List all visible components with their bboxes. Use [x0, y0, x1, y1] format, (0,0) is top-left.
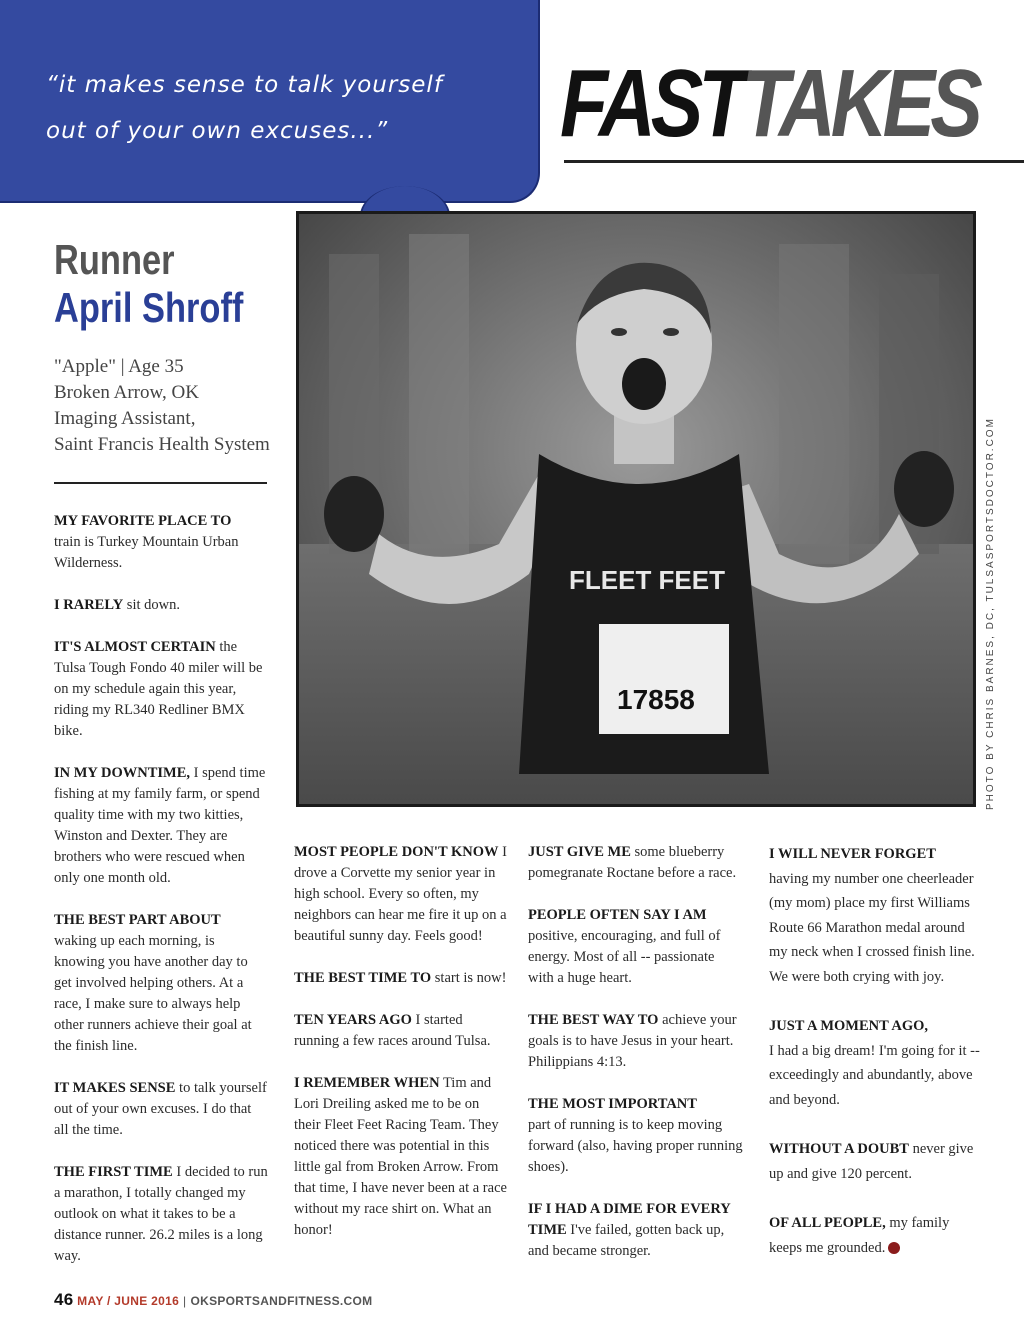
- qa-item: [769, 1014, 984, 1112]
- qa-item: [769, 842, 984, 990]
- pull-quote-line-2: out of your own excuses...”: [46, 118, 389, 144]
- profile-nickname-age: "Apple" | Age 35: [54, 356, 184, 377]
- heart-icon: [888, 1242, 900, 1254]
- runner-photo-illustration: [299, 214, 973, 804]
- qa-item: [54, 637, 269, 742]
- qa-lead: IF I HAD A DIME FOR EVERY TIME: [528, 1201, 731, 1238]
- title-divider: [564, 160, 1024, 163]
- qa-text: I drove a Corvette my senior year in high school. Every so often, my neighbors can hear me fire it up on a beautiful sunny day. Feels good!: [294, 844, 507, 944]
- qa-text: sit down.: [126, 597, 180, 613]
- qa-lead: JUST A MOMENT AGO,: [769, 1018, 928, 1035]
- qa-lead: WITHOUT A DOUBT: [769, 1141, 909, 1158]
- qa-item: [54, 910, 269, 1057]
- qa-text: never give up and give 120 percent.: [769, 1141, 974, 1182]
- qa-item: [528, 1199, 743, 1262]
- qa-item: [769, 1211, 984, 1260]
- qa-item: [528, 905, 743, 989]
- profile-role: Runner: [54, 236, 175, 283]
- qa-lead: THE BEST WAY TO: [528, 1012, 659, 1028]
- qa-lead: THE BEST TIME TO: [294, 970, 432, 986]
- section-title-takes: TAKES: [741, 50, 978, 157]
- qa-lead: IT'S ALMOST CERTAIN: [54, 639, 216, 655]
- profile-details: [54, 354, 294, 458]
- column-4: [769, 842, 984, 1285]
- qa-text: some blueberry pomegranate Roctane before a race.: [528, 844, 737, 881]
- qa-lead: THE MOST IMPORTANT: [528, 1096, 697, 1112]
- runner-photo: [296, 211, 976, 807]
- qa-text: I've failed, gotten back up, and became stronger.: [528, 1222, 725, 1259]
- qa-text: Tim and Lori Dreiling asked me to be on their Fleet Feet Racing Team. They noticed there was potential in this little gal from Broken Arrow. From that time, I have never been at a race without my race shirt on. What an honor!: [294, 1075, 507, 1238]
- column-2: [294, 842, 509, 1262]
- qa-text: waking up each morning, is knowing you have another day to get involved helping others. At a race, I make sure to always help other runners achieve their goal at the finish line.: [54, 933, 252, 1054]
- photo-credit-text: PHOTO BY CHRIS BARNES, DC, TULSASPORTSDOCTOR.COM: [985, 417, 996, 810]
- issue-date: MAY / JUNE 2016: [77, 1294, 180, 1308]
- qa-lead: MY FAVORITE PLACE TO: [54, 513, 232, 529]
- qa-item: [528, 1094, 743, 1178]
- qa-lead: OF ALL PEOPLE,: [769, 1214, 886, 1231]
- qa-text: start is now!: [434, 970, 507, 986]
- qa-lead: MOST PEOPLE DON'T KNOW: [294, 844, 499, 860]
- profile-divider: [54, 482, 267, 484]
- qa-item: [294, 1010, 509, 1052]
- photo-credit: [980, 417, 1000, 810]
- profile-name: April Shroff: [54, 284, 244, 331]
- qa-item: [294, 842, 509, 947]
- qa-text: having my number one cheerleader (my mom) place my first Williams Route 66 Marathon medal around my neck when I crossed finish line. We were both crying with joy.: [769, 870, 975, 985]
- qa-item: [54, 1078, 269, 1141]
- qa-lead: THE FIRST TIME: [54, 1164, 173, 1180]
- qa-item: [769, 1137, 984, 1186]
- qa-text: part of running is to keep moving forward (also, having proper running shoes).: [528, 1117, 743, 1175]
- qa-lead: I RARELY: [54, 597, 124, 613]
- qa-lead: PEOPLE OFTEN SAY I AM: [528, 907, 707, 923]
- qa-text: achieve your goals is to have Jesus in your heart. Philippians 4:13.: [528, 1012, 737, 1070]
- profile-employer: Saint Francis Health System: [54, 434, 270, 455]
- column-1: [54, 511, 269, 1288]
- qa-text: positive, encouraging, and full of energy. Most of all -- passionate with a huge heart.: [528, 928, 721, 986]
- footer-website: OKSPORTSANDFITNESS.COM: [190, 1294, 373, 1308]
- page-footer: [54, 1290, 372, 1310]
- section-title: [560, 50, 978, 157]
- qa-lead: THE BEST PART ABOUT: [54, 912, 221, 928]
- qa-lead: TEN YEARS AGO: [294, 1012, 412, 1028]
- profile-job-title: Imaging Assistant,: [54, 408, 196, 429]
- column-3: [528, 842, 743, 1283]
- qa-lead: JUST GIVE ME: [528, 844, 631, 860]
- qa-text: I decided to run a marathon, I totally changed my outlook on what it takes to be a distance runner. 26.2 miles is a long way.: [54, 1164, 268, 1264]
- qa-lead: I REMEMBER WHEN: [294, 1075, 440, 1091]
- qa-lead: IN MY DOWNTIME,: [54, 765, 191, 781]
- pull-quote-line-1: “it makes sense to talk yourself: [46, 72, 443, 98]
- qa-item: [54, 763, 269, 889]
- qa-text: I spend time fishing at my family farm, or spend quality time with my two kitties, Winston and Dexter. They are brothers who were rescued when only one month old.: [54, 765, 266, 886]
- qa-item: [528, 842, 743, 884]
- qa-item: [54, 595, 269, 616]
- section-title-fast: FAST: [560, 50, 742, 157]
- bib-number: 17858: [617, 684, 695, 715]
- qa-item: [294, 968, 509, 989]
- qa-text: I started running a few races around Tulsa.: [294, 1012, 491, 1049]
- qa-text: my family keeps me grounded.: [769, 1214, 950, 1256]
- page-number: 46: [54, 1290, 74, 1309]
- profile-hometown: Broken Arrow, OK: [54, 382, 199, 403]
- qa-item: [528, 1010, 743, 1073]
- qa-text: to talk yourself out of your own excuses. I do that all the time.: [54, 1080, 267, 1138]
- qa-text: I had a big dream! I'm going for it -- exceedingly and abundantly, above and beyond.: [769, 1042, 980, 1108]
- qa-lead: IT MAKES SENSE: [54, 1080, 176, 1096]
- quote-bubble: [0, 0, 540, 203]
- qa-lead: I WILL NEVER FORGET: [769, 846, 936, 862]
- qa-item: [54, 511, 269, 574]
- pull-quote: [46, 62, 536, 154]
- qa-text: the Tulsa Tough Fondo 40 miler will be on my schedule again this year, riding my RL340 Redliner BMX bike.: [54, 639, 263, 739]
- footer-separator: |: [183, 1294, 187, 1308]
- qa-text: train is Turkey Mountain Urban Wilderness.: [54, 534, 239, 571]
- qa-item: [54, 1162, 269, 1267]
- shirt-text: FLEET FEET: [569, 565, 725, 595]
- qa-item: [294, 1073, 509, 1241]
